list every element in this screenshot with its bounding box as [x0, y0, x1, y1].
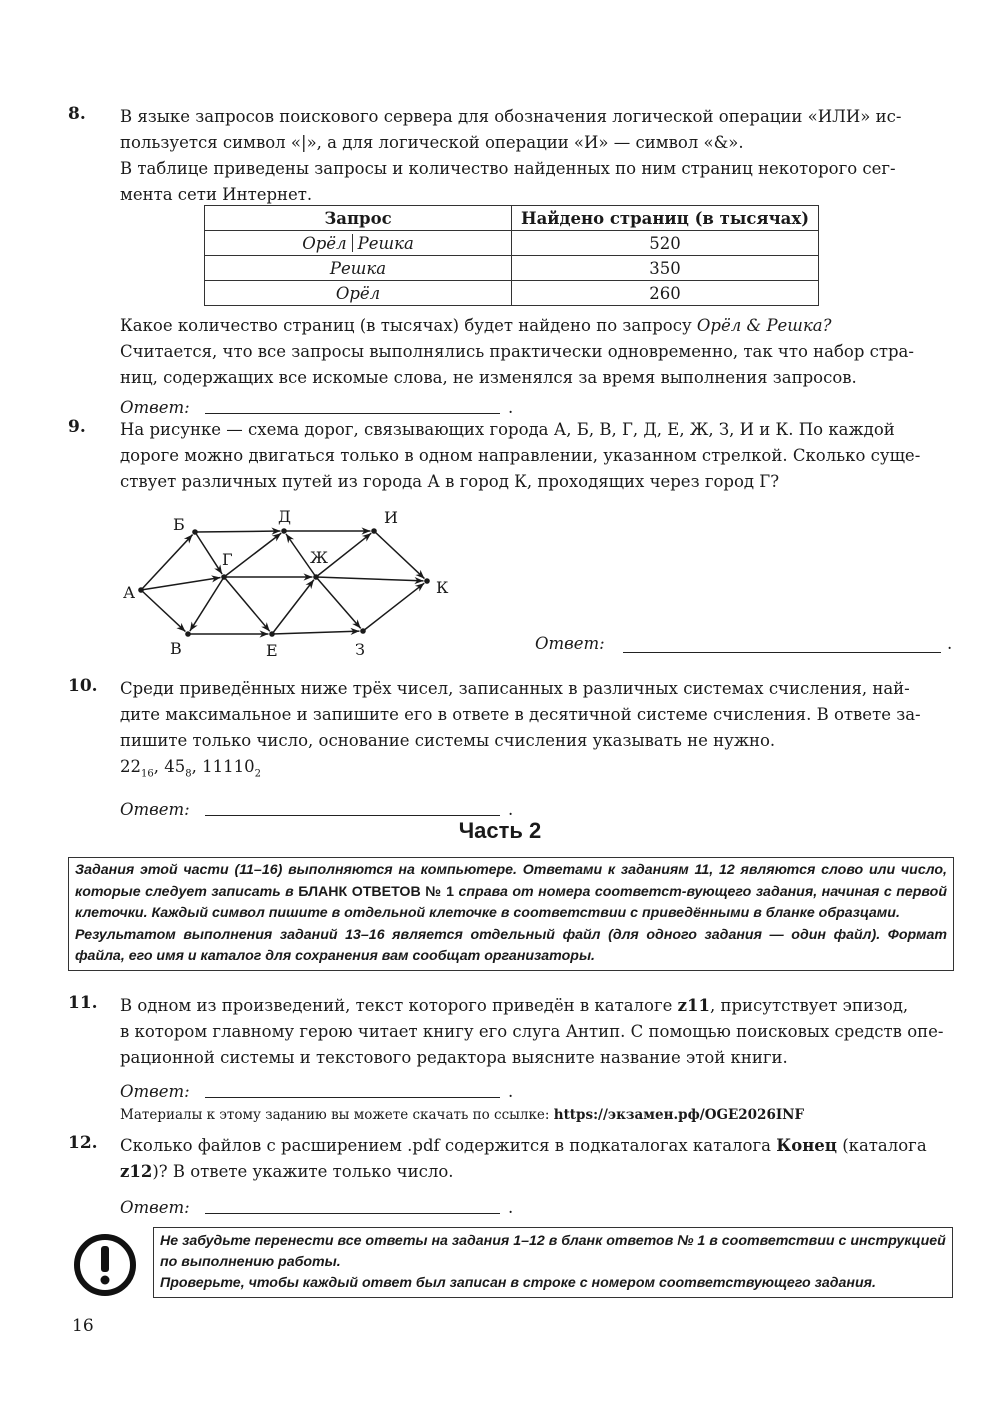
- question-query: Орёл & Решка?: [696, 316, 832, 335]
- number-base: 16: [141, 768, 154, 780]
- number-value: 11110: [202, 757, 255, 776]
- task-text: Среди приведённых ниже трёх чисел, записанных в различных системах счисления, най-: [120, 679, 910, 698]
- task-text: ниц, содержащих все искомые слова, не изменялся за время выполнения запросов.: [120, 368, 857, 387]
- city-label-G: Г: [222, 550, 233, 569]
- task-question: [120, 313, 952, 339]
- road-A-G: [141, 578, 221, 590]
- road-I-K: [374, 531, 424, 579]
- task-text: мента сети Интернет.: [120, 185, 313, 204]
- task-text: в котором главному герою читает книгу его слуга Антип. С помощью поисковых средств опе-: [120, 1022, 944, 1041]
- answer-field[interactable]: [623, 652, 941, 653]
- city-label-I: И: [384, 508, 398, 527]
- pages-cell: 520: [512, 231, 819, 256]
- road-G-E: [224, 577, 270, 631]
- pages-cell: 260: [512, 281, 819, 306]
- instruction-sentence: Задания этой части (11–16) выполняются на компьютере. Ответами к заданиям 11, 12 являются: [75, 862, 816, 878]
- road-graph-diagram: [110, 500, 460, 665]
- table-row: [205, 281, 819, 306]
- answer-label: Ответ:: [120, 1198, 190, 1217]
- instruction-text: Результатом выполнения заданий 13–16 является отдельный файл (для одного задания — один файл). Формат файла, его имя и каталог для сохранения вам сообщат организаторы.: [75, 926, 947, 964]
- materials-note: [120, 1105, 952, 1125]
- task-text: В таблице приведены запросы и количество найденных по ним страниц некоторого сег-: [120, 159, 896, 178]
- task-text: В языке запросов поискового сервера для обозначения логической операции «ИЛИ» ис-: [120, 107, 902, 126]
- answer-row: [120, 1075, 952, 1105]
- period: .: [508, 800, 514, 820]
- city-label-V: В: [170, 639, 182, 658]
- reminder-text: Проверьте, чтобы каждый ответ был записан в строке с номером соответствующего задания.: [160, 1275, 876, 1291]
- query-cell: Решка: [205, 256, 512, 281]
- road-A-V: [141, 590, 185, 632]
- task-sentence: В одном из произведений, текст которого приведён в каталоге: [120, 996, 678, 1015]
- directory-name: z11: [677, 996, 710, 1015]
- task-number: 8.: [68, 104, 86, 124]
- task-sentence: Сколько файлов с расширением .pdf содержится в подкаталогах каталога: [120, 1136, 777, 1155]
- period: .: [508, 1198, 514, 1217]
- query-term: Решка: [357, 233, 414, 253]
- city-node-I: [371, 528, 377, 534]
- answer-field[interactable]: [205, 1097, 500, 1098]
- table-row: [205, 231, 819, 256]
- answer-label: Ответ:: [120, 398, 190, 417]
- answer-row: [120, 1191, 952, 1221]
- task-text: ствует различных путей из города А в город К, проходящих через город Г?: [120, 472, 780, 491]
- city-label-K: К: [436, 578, 449, 597]
- number-value: 45: [164, 757, 186, 776]
- task-text: пишите только число, основание системы счисления указывать не нужно.: [120, 731, 776, 750]
- city-node-Zh: [313, 574, 319, 580]
- task-number: 11.: [68, 993, 98, 1013]
- city-label-Zh: Ж: [310, 548, 328, 567]
- materials-link[interactable]: https://экзамен.рф/OGE2026INF: [553, 1107, 805, 1123]
- materials-text: Материалы к этому заданию вы можете скачать по ссылке:: [120, 1107, 554, 1123]
- task-text: пользуется символ «|», а для логической операции «И» — символ «&».: [120, 133, 744, 152]
- city-node-D: [281, 528, 287, 534]
- query-table: [204, 205, 819, 306]
- road-E-Zh: [272, 580, 314, 634]
- column-header-query: Запрос: [205, 206, 512, 231]
- reminder-box: [153, 1227, 953, 1298]
- answer-field[interactable]: [205, 815, 500, 816]
- task-text: На рисунке — схема дорог, связывающих города А, Б, В, Г, Д, Е, Ж, З, И и К. По каждой: [120, 420, 895, 439]
- task-9-answer: [535, 630, 955, 660]
- city-node-A: [138, 587, 144, 593]
- answer-label: Ответ:: [535, 634, 605, 653]
- instruction-text: [75, 860, 947, 925]
- number-base: 8: [185, 768, 192, 780]
- answer-label: Ответ:: [120, 800, 190, 820]
- period: .: [947, 634, 953, 653]
- city-label-B: Б: [173, 515, 185, 534]
- city-node-K: [424, 578, 430, 584]
- column-header-pages: Найдено страниц (в тысячах): [512, 206, 819, 231]
- task-text: [120, 993, 952, 1019]
- question-text: Какое количество страниц (в тысячах) будет найдено по запросу: [120, 316, 697, 335]
- directory-name: Конец: [776, 1136, 837, 1155]
- task-sentence: (каталога: [836, 1136, 927, 1155]
- period: .: [508, 1082, 514, 1101]
- city-label-E: Е: [266, 641, 278, 660]
- directory-name: z12: [120, 1162, 153, 1181]
- road-A-B: [141, 535, 193, 590]
- task-number: 9.: [68, 417, 86, 437]
- number-list: $22_{16}$, $45_8$, $11110_2$: [120, 757, 261, 780]
- answer-field[interactable]: [205, 1213, 500, 1214]
- road-B-D: [195, 531, 281, 532]
- task-text: [120, 1133, 952, 1159]
- answer-row: [535, 630, 955, 660]
- pages-cell: 350: [512, 256, 819, 281]
- task-sentence: , присутствует эпизод,: [709, 996, 909, 1015]
- task-number: 10.: [68, 676, 98, 696]
- road-G-V: [190, 577, 224, 631]
- exclamation-circle-icon: [72, 1232, 138, 1298]
- city-label-D: Д: [278, 507, 292, 526]
- period: .: [508, 398, 514, 417]
- reminder-text: Не забудьте перенести все ответы на задания 1–12 в бланк ответов № 1 в соответствии с инструкцией по выполнению работы.: [160, 1233, 946, 1270]
- city-node-B: [192, 529, 198, 535]
- table-header-row: [205, 206, 819, 231]
- part-2-instructions: [68, 857, 954, 971]
- city-label-Z: З: [355, 640, 365, 659]
- task-number: 12.: [68, 1133, 98, 1153]
- answer-field[interactable]: [205, 413, 500, 414]
- answer-label: Ответ:: [120, 1082, 190, 1101]
- task-text: [120, 1159, 952, 1185]
- query-cell: Орёл: [205, 281, 512, 306]
- or-operator: [352, 234, 353, 252]
- table-row: [205, 256, 819, 281]
- number-value: 22: [120, 757, 141, 776]
- city-node-E: [269, 631, 275, 637]
- instruction-sentence: слово или число, которые следует записать в: [75, 862, 947, 900]
- road-Zh-K: [316, 577, 424, 581]
- road-Z-K: [363, 583, 424, 631]
- road-Zh-Z: [316, 577, 361, 628]
- instruction-sentence: справа от номера соответст-вующего задания, начиная с первой клеточки. Каждый символ пишите в отдельной клеточке в соответствии с приведёнными в бланке образцами.: [75, 883, 947, 921]
- city-label-A: А: [123, 583, 136, 602]
- answer-form-name: БЛАНК ОТВЕТОВ № 1: [298, 883, 454, 900]
- number-base: 2: [254, 768, 261, 780]
- task-text: Считается, что все запросы выполнялись практически одновременно, так что набор стра-: [120, 342, 914, 361]
- part-2-title: Часть 2: [458, 818, 542, 843]
- city-node-Z: [360, 628, 366, 634]
- task-text: дороге можно двигаться только в одном направлении, указанном стрелкой. Сколько суще-: [120, 446, 921, 465]
- city-node-G: [221, 574, 227, 580]
- page-number: 16: [72, 1316, 94, 1336]
- task-text: рационной системы и текстового редактора выясните название этой книги.: [120, 1048, 788, 1067]
- road-E-Z: [272, 631, 360, 634]
- query-cell: [205, 231, 512, 256]
- query-term: Орёл: [302, 233, 347, 253]
- road-B-G: [195, 532, 222, 574]
- city-node-V: [185, 631, 191, 637]
- task-sentence: )? В ответе укажите только число.: [152, 1162, 454, 1181]
- task-text: дите максимальное и запишите его в ответе в десятичной системе счисления. В ответе за-: [120, 705, 921, 724]
